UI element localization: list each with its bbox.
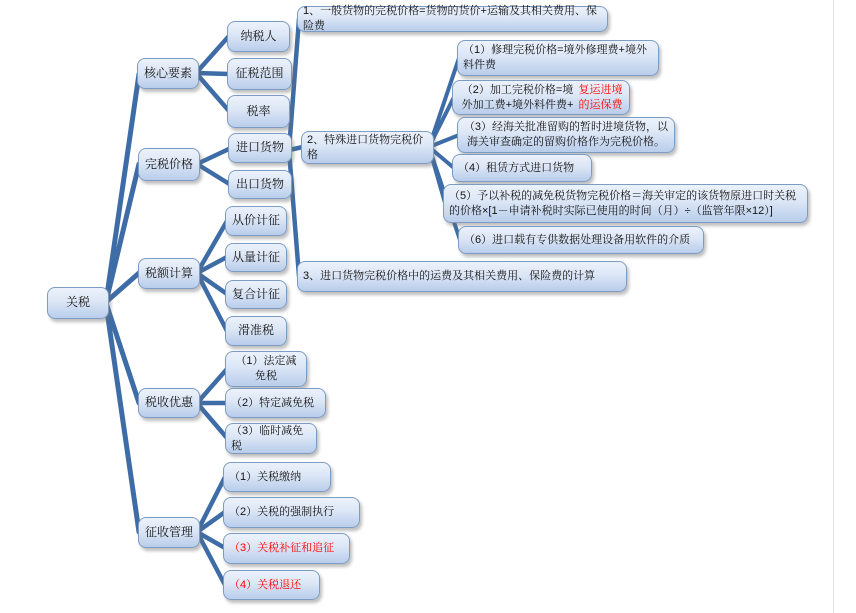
node-freight-insurance-calc[interactable]: 3、进口货物完税价格中的运费及其相关费用、保险费的计算 — [297, 261, 627, 292]
node-tax-rate[interactable]: 税率 — [227, 95, 290, 128]
node-taxpayer[interactable]: 纳税人 — [227, 21, 290, 52]
node-collection-admin[interactable]: 征收管理 — [138, 517, 200, 548]
node-temporary-reduction[interactable]: （3）临时减免税 — [225, 423, 317, 454]
processing-formula-highlight: 复运进境的运保费 — [578, 83, 623, 111]
node-supplementary-collection[interactable]: （3）关税补征和追征 — [223, 533, 350, 564]
node-specific-duty[interactable]: 从量计征 — [225, 243, 287, 272]
processing-formula-text: （2）加工完税价格=境外加工费+境外料件费+ — [461, 83, 574, 111]
node-leased-goods[interactable]: （4）租赁方式进口货物 — [452, 154, 592, 182]
node-general-goods-formula[interactable]: 1、一般货物的完税价格=货物的货价+运输及其相关费用、保险费 — [297, 6, 608, 32]
node-software-media[interactable]: （6）进口载有专供数据处理设备用软件的介质 — [458, 226, 704, 254]
node-retained-goods[interactable]: （3）经海关批准留购的暂时进境货物，以海关审查确定的留购价格作为完税价格。 — [457, 117, 675, 153]
node-compound-duty[interactable]: 复合计征 — [225, 280, 287, 309]
node-sliding-duty[interactable]: 滑准税 — [225, 316, 287, 346]
node-processing-formula[interactable] — [452, 80, 630, 115]
node-tax-scope[interactable]: 征税范围 — [227, 58, 292, 90]
node-enforced-execution[interactable]: （2）关税的强制执行 — [223, 497, 360, 528]
node-import-goods[interactable]: 进口货物 — [228, 133, 292, 163]
node-ad-valorem[interactable]: 从价计征 — [225, 206, 287, 236]
node-specific-reduction[interactable]: （2）特定减免税 — [225, 388, 326, 418]
node-tariff-payment[interactable]: （1）关税缴纳 — [223, 462, 331, 492]
node-tariff-root[interactable]: 关税 — [47, 287, 109, 319]
node-dutiable-value[interactable]: 完税价格 — [138, 148, 200, 181]
node-tax-preference[interactable]: 税收优惠 — [138, 388, 200, 418]
node-core-elements[interactable]: 核心要素 — [137, 58, 199, 89]
node-repair-formula[interactable]: （1）修理完税价格=境外修理费+境外料件费 — [457, 40, 659, 76]
node-tariff-refund[interactable]: （4）关税退还 — [223, 570, 320, 600]
node-export-goods[interactable]: 出口货物 — [228, 170, 292, 199]
node-tax-supplement-formula[interactable]: （5）予以补税的减免税货物完税价格＝海关审定的该货物原进口时关税的价格×[1－申请补税时实际已使用的时间（月）÷（监管年限×12）] — [443, 184, 808, 223]
node-tax-calculation[interactable]: 税额计算 — [138, 258, 200, 289]
node-statutory-reduction[interactable]: （1）法定减免税 — [225, 351, 307, 387]
node-special-import-goods[interactable]: 2、特殊进口货物完税价格 — [301, 131, 434, 164]
